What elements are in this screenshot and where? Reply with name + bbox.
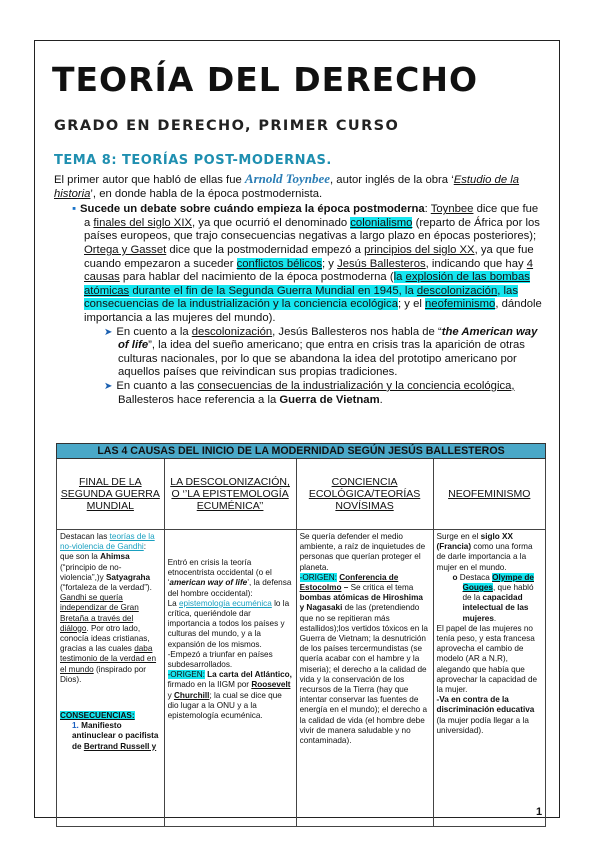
page-number: 1	[536, 806, 543, 818]
numbered-marker: 1.	[72, 721, 79, 731]
sub-bullet-item: ➤ En cuento a la descolonización, Jesús Ballesteros nos habla de “the American way of life”, la idea del sueño americano; que entra en crisis tras la aparición de otras culturas nacionales, por lo que se abandona la idea del prototipo americano por aquellos países que reivindican sus propias tradiciones.	[104, 325, 538, 379]
author-name: Arnold Toynbee	[244, 171, 331, 186]
arrow-bullet-icon: ➤	[104, 380, 113, 392]
column-header: CONCIENCIA ECOLÓGICA/TEORÍAS NOVÍSIMAS	[296, 459, 433, 530]
column-header: LA DESCOLONIZACIÓN, O ‘’LA EPISTEMOLOGÍA ECUMÉNICA’’	[164, 459, 296, 530]
causes-table	[56, 443, 546, 827]
section-heading: TEMA 8: TEORÍAS POST-MODERNAS.	[54, 153, 332, 168]
work-title: Estudio de la historia	[54, 174, 520, 200]
table-cell: Se quería defender el medio ambiente, a raíz de inquietudes de personas que querían proteger el planeta. -ORIGEN: Conferencia de Estocolmo – Se critica el tema bombas atómicas de Hiroshima y Nagasaki de las (pretendiendo que no se repitieran más estallidos);los vertidos tóxicos en la Guerra de Vietnam; la desnutrición de los países tercermundistas (se quería acabar con el hambre y la miseria); el derecho a la calidad de vida y la conservación de los recursos de la Tierra (hay que intentar conservar las fuentes de energía en el mundo); el derecho a la calidad de vida (el hombre debe vivir de manera saludable y no contaminada).	[296, 530, 433, 827]
table-cell: Destacan las teorías de la no-violencia de Gandhi: que son la Ahimsa (“principio de no-violencia”,)y Satyagraha (“fortaleza de la verdad”). Gandhi se quería independizar de Gran Bretaña a través del diálogo. Por otro lado, conocía ideas cristianas, gracias a las cuales daba testimonio de la verdad en el mundo (inspirado por Dios). CONSECUENCIAS: 1. Manifiesto antinuclear o pacifista de Bertrand Russell y	[57, 530, 165, 827]
document-title: TEORÍA DEL DERECHO	[52, 60, 479, 99]
arrow-bullet-icon: ➤	[104, 326, 113, 338]
column-header: NEOFEMINISMO	[433, 459, 546, 530]
section-body	[54, 172, 546, 407]
table-cell: Entró en crisis la teoría etnocentrista occidental (o el ‘american way of life’, la defensa del hombre occidental): La epistemología ecuménica lo la crítica, queriéndole dar importancia a todos los países y culturas del mundo, y a la expansión de los mismos. -Empezó a triunfar en países subdesarrollados. -ORIGEN: La carta del Atlántico, firmado en la IIGM por Roosevelt y Churchill; la cual se dice que dio lugar a la ONU y a la epistemología ecuménica.	[164, 530, 296, 827]
table-cell: Surge en el siglo XX (Francia) como una forma de darle importancia a la mujer en el mundo. o Destaca Olympe de Gouges, que habló de la capacidad intelectual de las mujeres. El papel de las mujeres no tenía peso, y esta francesa aprovecha el cambio de modelo (AR a N.R), alegando que había que aprovechar la capacidad de la mujer. -Va en contra de la discriminación educativa (la mujer podía llegar a la universidad).	[433, 530, 546, 827]
sub-bullet-item: ➤ En cuanto a las consecuencias de la industrialización y la conciencia ecológica, Ballesteros hace referencia a la Guerra de Vietnam.	[104, 379, 515, 406]
table-caption: LAS 4 CAUSAS DEL INICIO DE LA MODERNIDAD SEGÚN JESÚS BALLESTEROS	[57, 444, 546, 459]
square-bullet-icon: ▪	[72, 203, 77, 216]
document-subtitle: GRADO EN DERECHO, PRIMER CURSO	[54, 118, 400, 134]
intro-paragraph: El primer autor que habló de ellas fue Arnold Toynbee, autor inglés de la obra ‘Estudio de la historia’, en donde habla de la época postmodernista.	[54, 171, 520, 200]
circle-bullet-icon: o	[452, 572, 458, 582]
bullet-item: ▪ Sucede un debate sobre cuándo empieza la época postmoderna: Toynbee dice que fue a finales del siglo XIX, ya que ocurrió el denominado colonialismo (reparto de África por los países europeos, que trajo consecuencias negativas a largo plazo en épocas posteriores); Ortega y Gasset dice que la postmodernidad empezó a principios del siglo XX, ya que fue cuando empezaron a suceder conflictos bélicos; y Jesús Ballesteros, indicando que hay 4 causas para hablar del nacimiento de la época postmoderna (la explosión de las bombas atómicas durante el fin de la Segunda Guerra Mundial en 1945, la descolonización, las consecuencias de la industrialización y la conciencia ecológica; y el neofeminismo, dándole importancia a las mujeres del mundo).	[72, 203, 542, 324]
column-header: FINAL DE LA SEGUNDA GUERRA MUNDIAL	[57, 459, 165, 530]
